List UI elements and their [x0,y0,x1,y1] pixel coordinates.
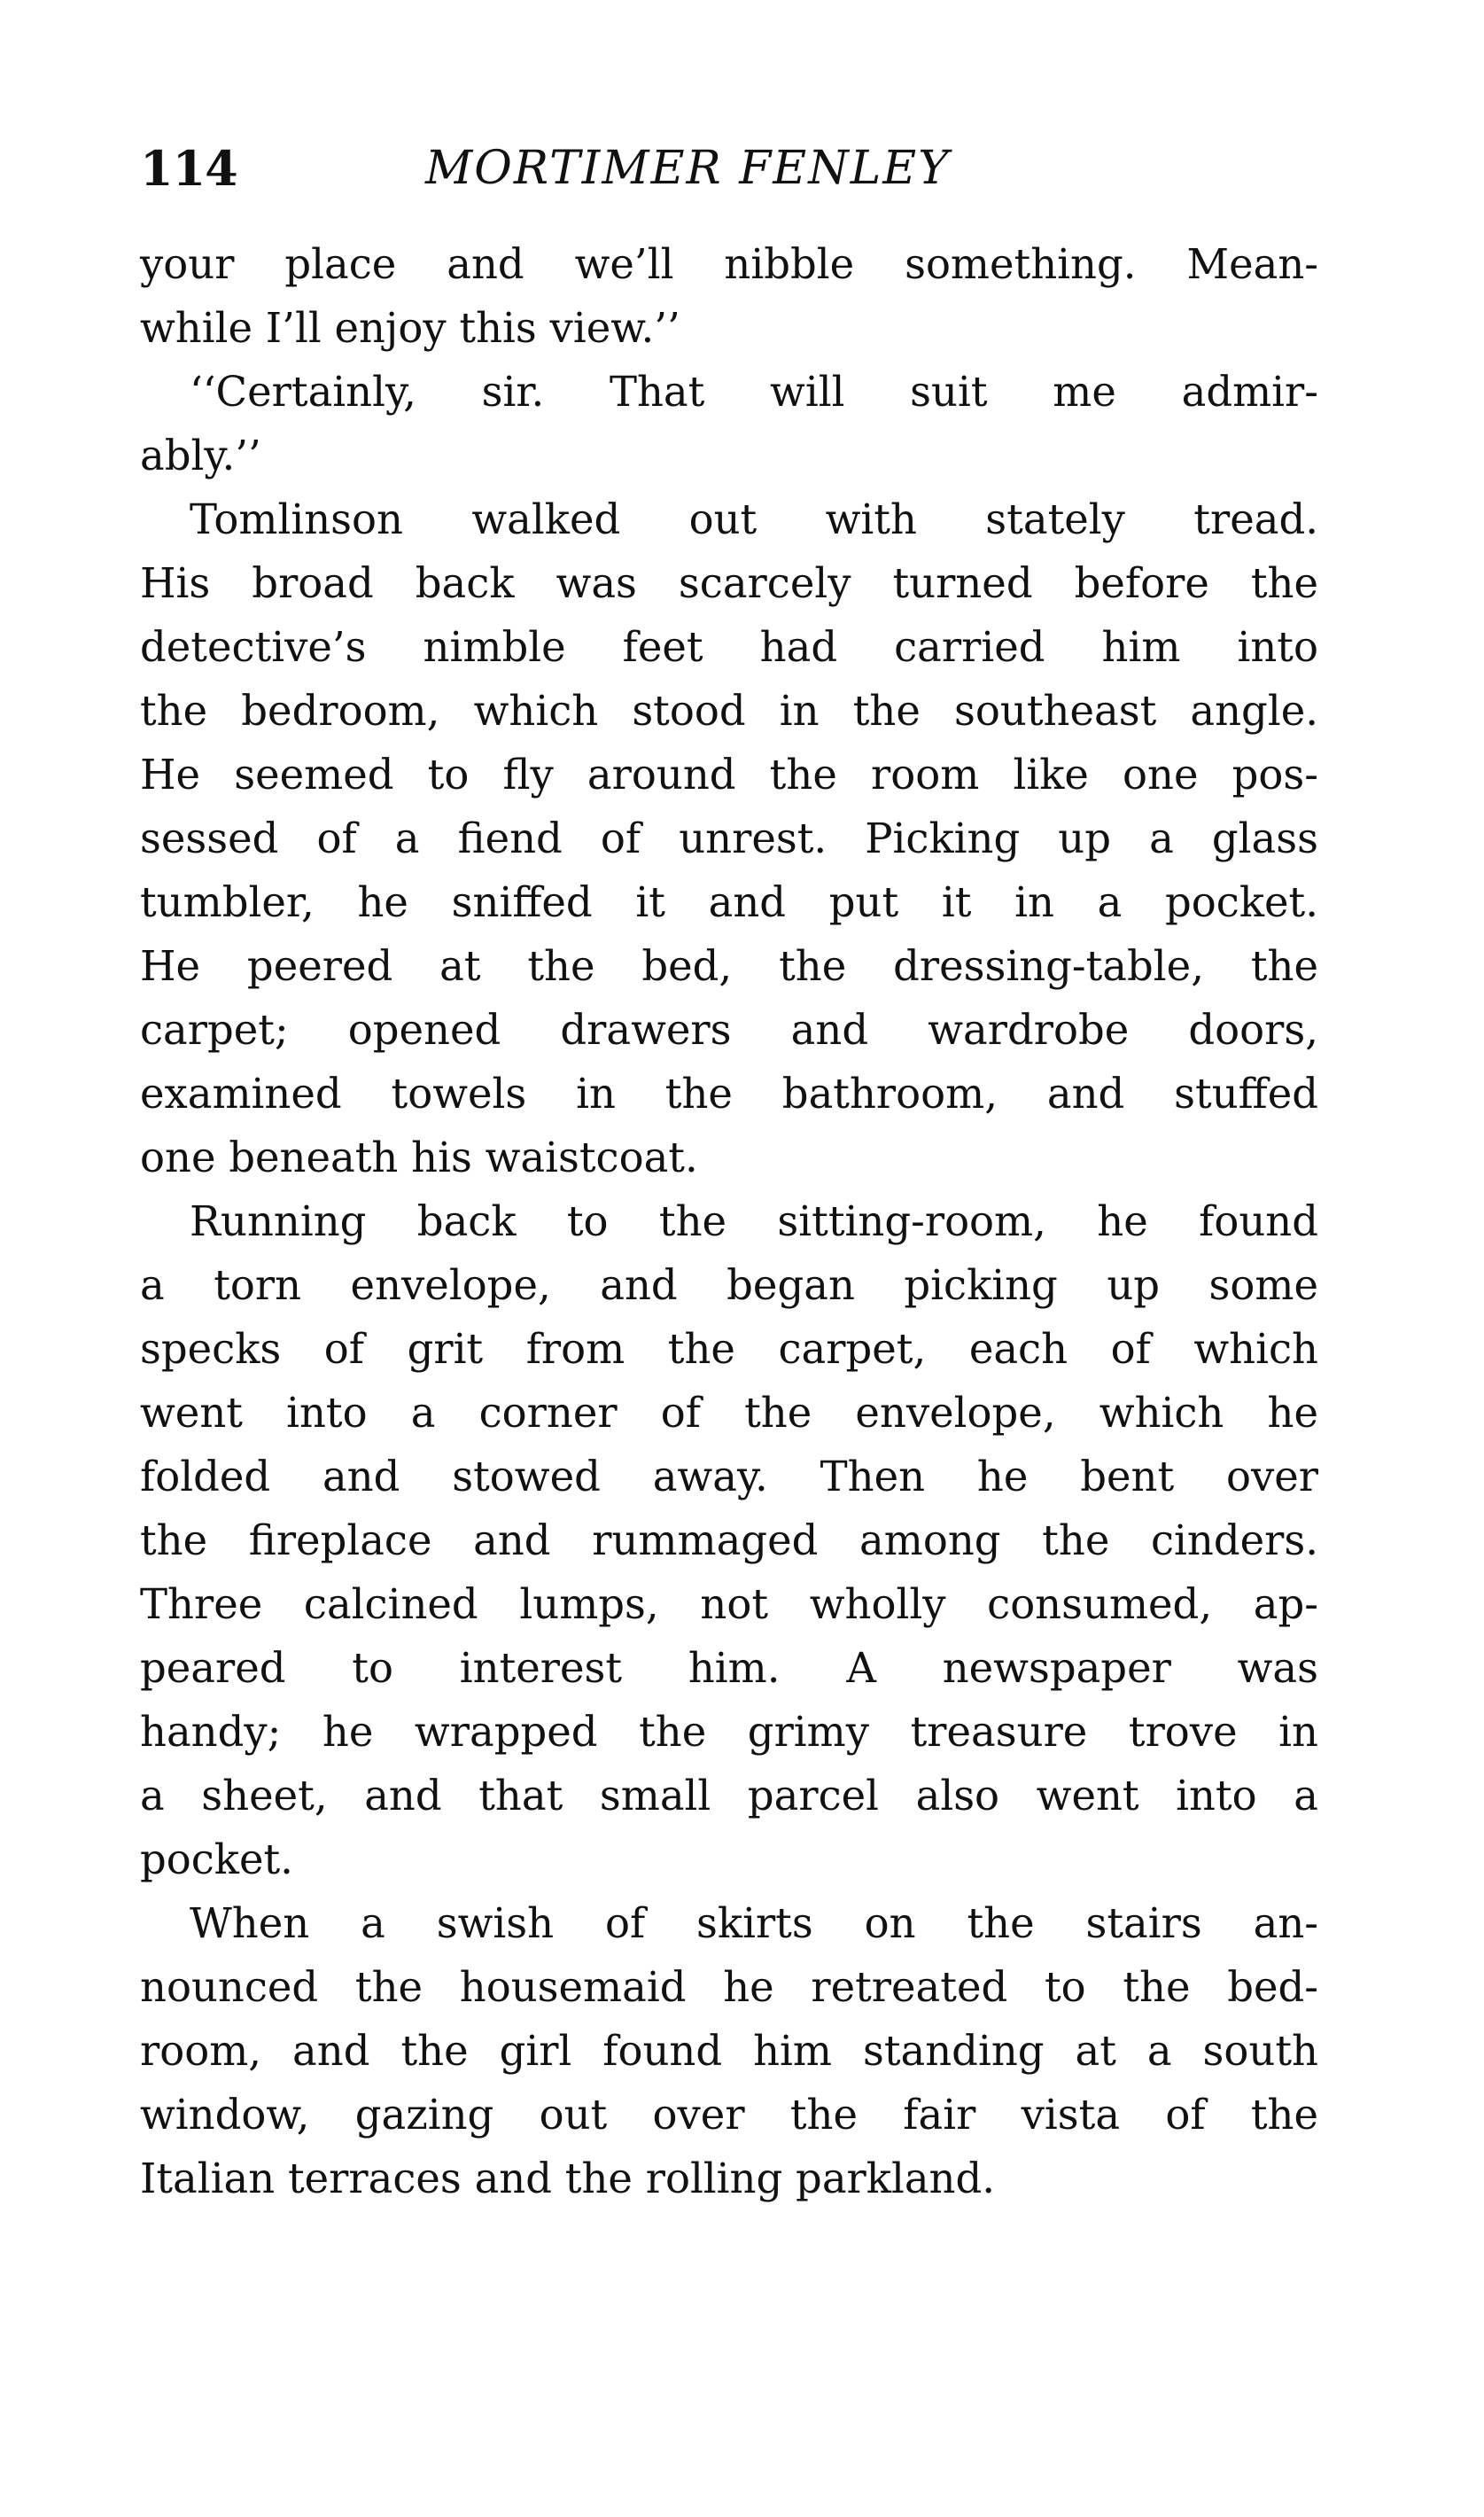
text-line: He peered at the bed, the dressing-table, the [140,942,1318,990]
page-number: 114 [140,140,237,197]
paragraph [140,487,1318,1189]
text-line: Italian terraces and the rolling parkland. [140,2155,996,2202]
running-head: MORTIMER FENLEY [425,142,951,195]
text-line: Three calcined lumps, not wholly consumed, ap- [140,1580,1318,1628]
text-line: peared to interest him. A newspaper was [140,1644,1318,1692]
text-line: He seemed to fly around the room like one pos- [140,751,1318,799]
text-line: ‘‘Certainly, sir. That will suit me admir- [190,368,1318,416]
paragraph [140,360,1318,487]
text-line: a torn envelope, and began picking up some [140,1261,1318,1309]
body-text [140,232,1318,2210]
text-line: tumbler, he sniffed it and put it in a pocket. [140,878,1318,926]
text-line: detective’s nimble feet had carried him into [140,623,1318,671]
text-line: the bedroom, which stood in the southeast angle. [140,687,1318,735]
text-line: folded and stowed away. Then he bent over [140,1453,1318,1500]
text-line: the fireplace and rummaged among the cinders. [140,1516,1318,1564]
paragraph [140,232,1318,360]
text-line: His broad back was scarcely turned before the [140,559,1318,607]
text-line: one beneath his waistcoat. [140,1134,698,1181]
text-line: window, gazing out over the fair vista of the [140,2091,1318,2139]
text-line: specks of grit from the carpet, each of which [140,1325,1318,1373]
text-line: ably.’’ [140,432,261,479]
text-line: nounced the housemaid he retreated to the bed- [140,1963,1318,2011]
text-line: carpet; opened drawers and wardrobe doors, [140,1006,1318,1054]
text-line: Running back to the sitting-room, he found [190,1197,1318,1245]
text-line: while I’ll enjoy this view.’’ [140,304,680,352]
paragraph [140,1189,1318,1891]
text-line: room, and the girl found him standing at a south [140,2027,1318,2075]
text-line: pocket. [140,1835,293,1883]
text-line: went into a corner of the envelope, which he [140,1389,1318,1437]
text-line: handy; he wrapped the grimy treasure trove in [140,1708,1318,1756]
page-header [140,133,1318,204]
paragraph [140,1891,1318,2210]
text-line: When a swish of skirts on the stairs an- [190,1899,1318,1947]
text-line: Tomlinson walked out with stately tread. [190,495,1318,543]
text-line: sessed of a fiend of unrest. Picking up a glass [140,814,1318,862]
text-line: your place and we’ll nibble something. Mean- [140,240,1318,288]
text-line: examined towels in the bathroom, and stuffed [140,1070,1318,1118]
text-line: a sheet, and that small parcel also went into a [140,1772,1318,1820]
